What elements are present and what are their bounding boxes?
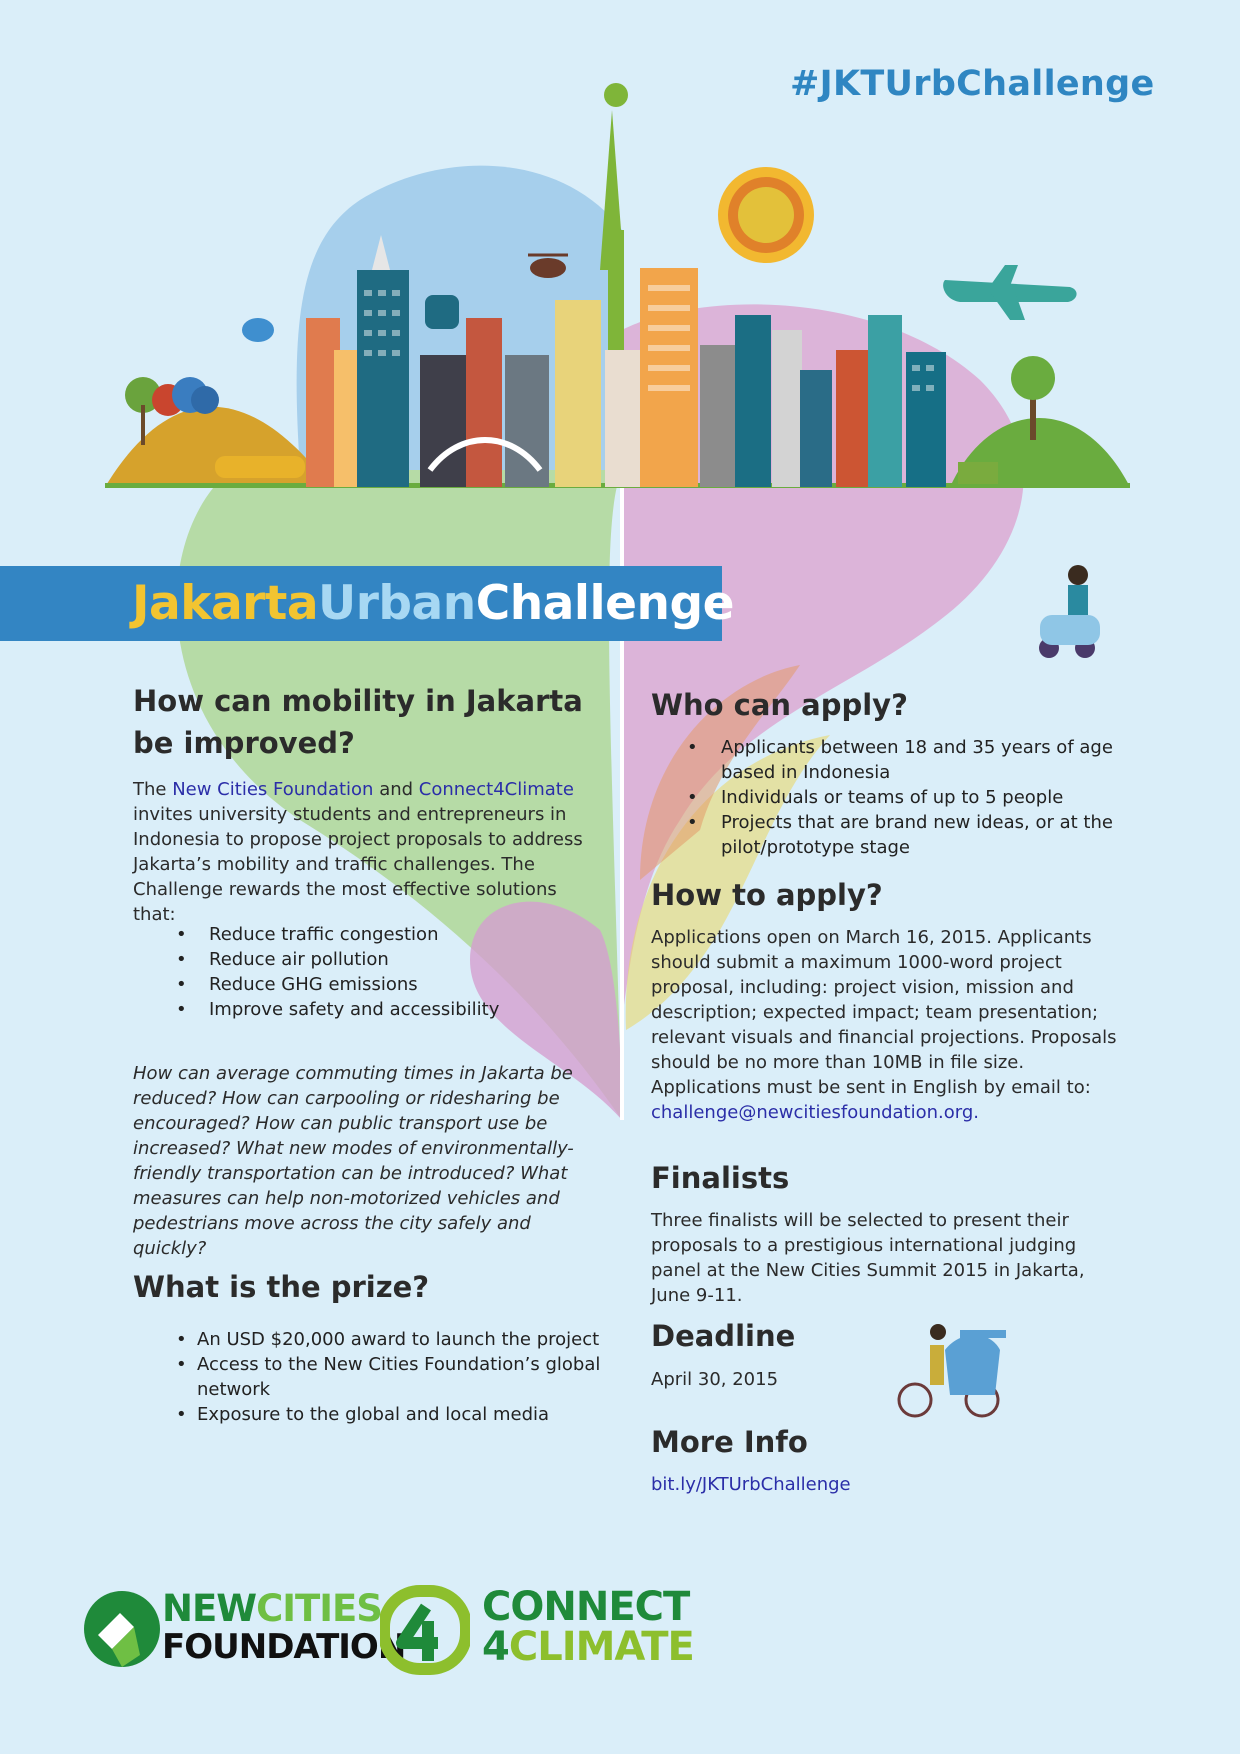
title-banner [0, 566, 734, 641]
how-heading: How to apply? [651, 878, 883, 912]
email-link[interactable]: challenge@newcitiesfoundation.org. [651, 1102, 979, 1123]
list-item: • Individuals or teams of up to 5 people [651, 785, 1121, 810]
bird-icon [242, 318, 274, 342]
scooter-rider-icon [1039, 565, 1100, 658]
list-item: • Access to the New Cities Foundation’s global network [133, 1352, 603, 1402]
intro-and: and [373, 779, 419, 800]
solutions-list [133, 922, 603, 1022]
list-item: • Exposure to the global and local media [133, 1402, 603, 1427]
mobility-heading: How can mobility in Jakarta be improved? [133, 684, 583, 760]
eligibility-list [651, 735, 1121, 860]
finalists-paragraph: Three finalists will be selected to present their proposals to a prestigious international judging panel at the New Cities Summit 2015 in Jakarta, June 9-11. [651, 1210, 1085, 1306]
page-title [132, 576, 734, 631]
title-jakarta: Jakarta [132, 576, 319, 631]
how-text: Applications open on March 16, 2015. Applicants should submit a maximum 1000-word project proposal, including: project vision, mission and description; expected impact; team presentation; relevant visuals and financial projections. Proposals should be no more than 10MB in file size. Applications must be sent in English by email to: [651, 927, 1117, 1098]
prize-heading: What is the prize? [133, 1270, 430, 1304]
list-item: • Applicants between 18 and 35 years of age based in Indonesia [651, 735, 1121, 785]
cable-car-icon [425, 295, 459, 329]
how-paragraph [651, 925, 1123, 1125]
intro-paragraph [133, 777, 603, 927]
ncf-foundation: FOUNDATION [162, 1627, 406, 1667]
list-item: • An USD $20,000 award to launch the project [133, 1327, 603, 1352]
questions-paragraph: How can average commuting times in Jakarta be reduced? How can carpooling or ridesharing be encouraged? How can public transport use be increased? What new modes of environmentally-friendly transportation can be introduced? What measures can help non-motorized vehicles and pedestrians move across the city safely and quickly? [133, 1063, 574, 1259]
helicopter-icon [530, 258, 566, 278]
who-heading: Who can apply? [651, 688, 908, 722]
list-item: • Reduce air pollution [133, 947, 603, 972]
ncf-cities: CITIES [256, 1587, 382, 1630]
finalists-heading: Finalists [651, 1161, 790, 1195]
c4c-climate: CLIMATE [508, 1624, 694, 1670]
c4c-logo [380, 1584, 694, 1675]
ncf-logo [82, 1585, 406, 1675]
ncf-logo-mark [82, 1585, 162, 1675]
list-item: • Reduce traffic congestion [133, 922, 603, 947]
ncf-new: NEW [162, 1587, 257, 1630]
c4c-connect: CONNECT [482, 1584, 690, 1630]
more-info-heading: More Info [651, 1425, 808, 1459]
intro-rest: invites university students and entrepreneurs in Indonesia to propose project proposals to address Jakarta’s mobility and traffic challenges. The Challenge rewards the most effective solutions that: [133, 804, 583, 925]
title-urban: Urban [318, 576, 476, 631]
title-challenge: Challenge [475, 576, 734, 631]
more-info-link[interactable]: bit.ly/JKTUrbChallenge [651, 1474, 851, 1495]
list-item: • Projects that are brand new ideas, or at the pilot/prototype stage [651, 810, 1121, 860]
deadline-heading: Deadline [651, 1319, 796, 1353]
intro-the: The [133, 779, 173, 800]
hashtag: #JKTUrbChallenge [790, 64, 1155, 104]
c4c-logo-mark [380, 1585, 470, 1675]
list-item: • Reduce GHG emissions [133, 972, 603, 997]
deadline-date: April 30, 2015 [651, 1369, 779, 1390]
ncf-link[interactable]: New Cities Foundation [172, 779, 374, 800]
c4c-link[interactable]: Connect4Climate [418, 779, 574, 800]
list-item: • Improve safety and accessibility [133, 997, 603, 1022]
c4c-four: 4 [482, 1624, 509, 1670]
prize-list [133, 1327, 603, 1427]
